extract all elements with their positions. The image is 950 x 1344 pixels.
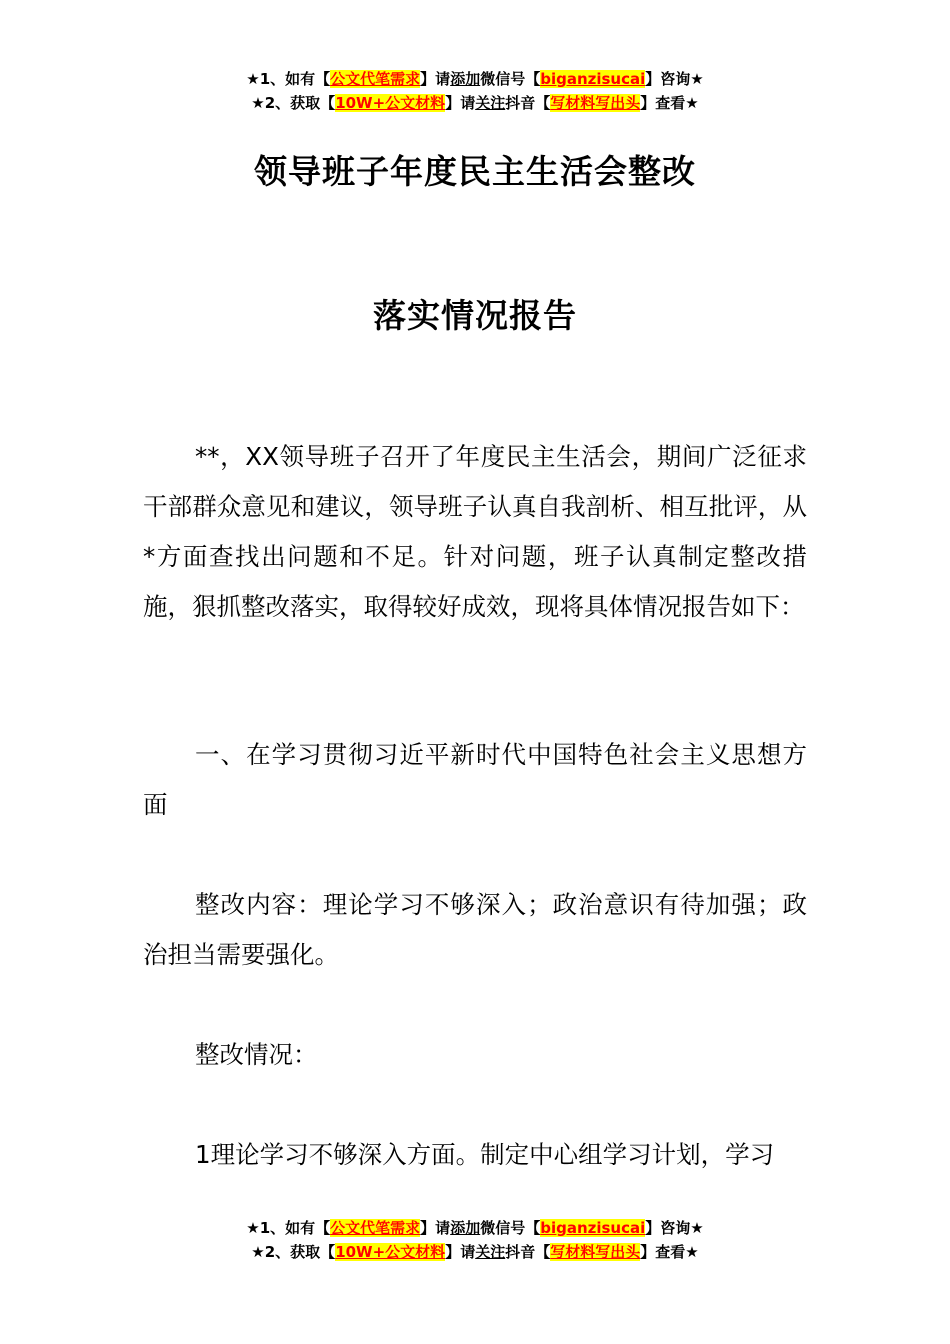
banner-highlight: biganzisucai	[540, 1219, 646, 1237]
section-heading: 一、在学习贯彻习近平新时代中国特色社会主义思想方面	[143, 740, 807, 819]
banner-line-2	[0, 91, 950, 115]
banner-text: 抖音【	[505, 1243, 551, 1261]
intro-paragraph: **，XX领导班子召开了年度民主生活会，期间广泛征求干部群众意见和建议，领导班子认真自我剖析、相互批评，从*方面查找出问题和不足。针对问题，班子认真制定整改措施，狠抓整改落实，取得较好成效，现将具体情况报告如下：	[143, 442, 807, 621]
banner-highlight: biganzisucai	[540, 70, 646, 88]
banner-text: 】请	[445, 1243, 476, 1261]
banner-text: 微信号【	[480, 1219, 541, 1237]
banner-highlight: 写材料写出头	[550, 94, 641, 112]
item-paragraph: 1理论学习不够深入方面。制定中心组学习计划，学习	[195, 1140, 775, 1169]
banner-text: 】请	[420, 1219, 451, 1237]
banner-highlight: 10W+公文材料	[335, 94, 446, 112]
banner-line-1	[0, 1216, 950, 1240]
header-banner	[0, 67, 950, 115]
banner-text: 】请	[445, 94, 476, 112]
banner-text: ★2、获取【	[251, 94, 336, 112]
banner-text: 】查看★	[640, 1243, 699, 1261]
rectify-status-paragraph: 整改情况：	[195, 1040, 318, 1069]
banner-highlight: 公文代笔需求	[330, 70, 421, 88]
banner-text: 】请	[420, 70, 451, 88]
banner-underline: 关注	[475, 94, 506, 112]
banner-underline: 添加	[450, 70, 481, 88]
banner-line-1	[0, 67, 950, 91]
banner-text: 】咨询★	[645, 1219, 704, 1237]
banner-line-2	[0, 1240, 950, 1264]
banner-highlight: 10W+公文材料	[335, 1243, 446, 1261]
banner-text: 】咨询★	[645, 70, 704, 88]
banner-highlight: 公文代笔需求	[330, 1219, 421, 1237]
banner-text: 】查看★	[640, 94, 699, 112]
banner-text: 微信号【	[480, 70, 541, 88]
banner-underline: 添加	[450, 1219, 481, 1237]
document-title-line-1: 领导班子年度民主生活会整改	[254, 152, 696, 191]
banner-text: ★2、获取【	[251, 1243, 336, 1261]
document-title-line-2: 落实情况报告	[373, 296, 577, 335]
banner-highlight: 写材料写出头	[550, 1243, 641, 1261]
footer-banner	[0, 1216, 950, 1264]
banner-text: ★1、如有【	[246, 70, 331, 88]
banner-text: 抖音【	[505, 94, 551, 112]
banner-text: ★1、如有【	[246, 1219, 331, 1237]
rectify-content-paragraph: 整改内容：理论学习不够深入；政治意识有待加强；政治担当需要强化。	[143, 890, 807, 969]
banner-underline: 关注	[475, 1243, 506, 1261]
